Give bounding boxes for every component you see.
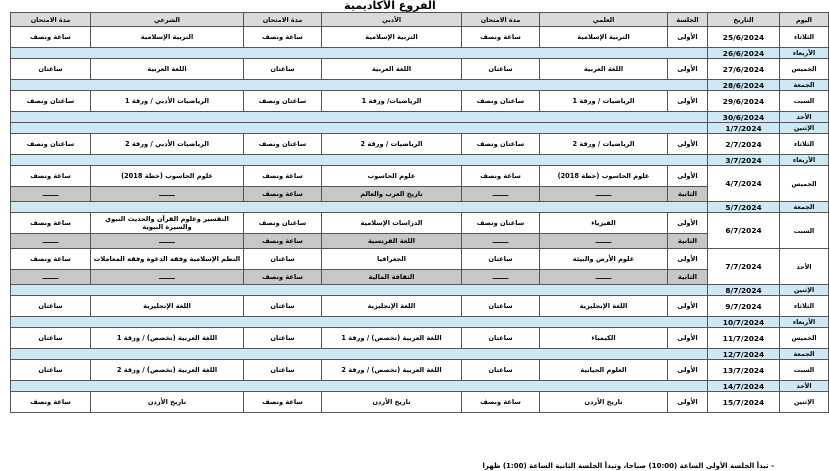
column-header: التاريخ [708,13,780,27]
sharia-duration: ساعة ونصف [11,249,91,270]
day-cell: السبت [780,213,829,249]
session-cell: الثانية [668,270,708,285]
day-cell: السبت [780,360,829,381]
date-cell: 25/6/2024 [708,27,780,48]
table-body [11,27,829,413]
literary-subject: الثقافة المالية [322,270,462,285]
footnote: - تبدأ الجلسة الأولى الساعة (10:00) صباحا، وتبدأ الجلسة الثانية الساعة (1:00) ظهرا [482,462,774,470]
date-cell: 10/7/2024 [708,317,780,328]
session-cell: الأولى [668,328,708,349]
literary-duration: ساعة ونصف [244,234,322,249]
literary-duration: ساعة ونصف [244,270,322,285]
sharia-subject: اللغة العربية (تخصص) / ورقة 2 [91,360,244,381]
date-cell: 6/7/2024 [708,213,780,249]
literary-subject: الدراسات الإسلامية [322,213,462,234]
day-cell: الخميس [780,59,829,80]
date-cell: 13/7/2024 [708,360,780,381]
exam-row-session-2 [11,234,829,249]
literary-duration: ساعة ونصف [244,27,322,48]
literary-duration: ساعة ونصف [244,392,322,413]
rest-day-blank [11,285,708,296]
session-cell: الأولى [668,249,708,270]
sharia-subject: النظم الإسلامية وفقه الدعوة وفقه المعاملات [91,249,244,270]
scientific-subject: علوم الحاسوب (خطة 2018) [540,166,668,187]
scientific-duration: ـــــــ [462,234,540,249]
scientific-subject: الكيمياء [540,328,668,349]
rest-day-row [11,381,829,392]
scientific-subject: الفيزياء [540,213,668,234]
scientific-subject: تاريخ الأردن [540,392,668,413]
scientific-duration: ساعة ونصف [462,27,540,48]
day-cell: السبت [780,91,829,112]
sharia-duration: ساعتان [11,328,91,349]
rest-day-blank [11,349,708,360]
scientific-subject: اللغة العربية [540,59,668,80]
literary-duration: ساعتان ونصف [244,134,322,155]
session-cell: الأولى [668,91,708,112]
rest-day-blank [11,112,708,123]
rest-day-row [11,112,829,123]
literary-subject: اللغة الإنجليزية [322,296,462,317]
scientific-duration: ساعتان ونصف [462,213,540,234]
sharia-duration: ـــــــ [11,187,91,202]
scientific-duration: ساعتان ونصف [462,134,540,155]
exam-row [11,392,829,413]
date-cell: 9/7/2024 [708,296,780,317]
session-cell: الأولى [668,360,708,381]
date-cell: 2/7/2024 [708,134,780,155]
scientific-subject: الرياضيات / ورقة 2 [540,134,668,155]
date-cell: 5/7/2024 [708,202,780,213]
day-cell: الجمعة [780,80,829,91]
column-header: العلمي [540,13,668,27]
session-cell: الأولى [668,134,708,155]
rest-day-blank [11,202,708,213]
sharia-duration: ساعتان [11,59,91,80]
date-cell: 26/6/2024 [708,48,780,59]
date-cell: 28/6/2024 [708,80,780,91]
literary-subject: اللغة العربية (تخصص) / ورقة 1 [322,328,462,349]
rest-day-row [11,123,829,134]
day-cell: الثلاثاء [780,27,829,48]
session-cell: الأولى [668,27,708,48]
rest-day-blank [11,123,708,134]
day-cell: الأربعاء [780,48,829,59]
sharia-duration: ساعتان ونصف [11,134,91,155]
literary-subject: الرياضيات/ ورقة 1 [322,91,462,112]
day-cell: الإثنين [780,392,829,413]
sharia-duration: ـــــــ [11,234,91,249]
column-header: مدة الامتحان [11,13,91,27]
sharia-duration: ساعة ونصف [11,392,91,413]
exam-schedule-table [10,12,829,413]
scientific-duration: ساعتان [462,249,540,270]
sharia-duration: ساعتان [11,296,91,317]
sharia-subject: التربية الإسلامية [91,27,244,48]
sharia-duration: ساعة ونصف [11,27,91,48]
rest-day-row [11,155,829,166]
literary-duration: ساعة ونصف [244,166,322,187]
day-cell: الخميس [780,328,829,349]
literary-duration: ساعتان [244,296,322,317]
day-cell: الثلاثاء [780,134,829,155]
literary-subject: علوم الحاسوب [322,166,462,187]
sharia-duration: ساعة ونصف [11,166,91,187]
scientific-subject: علوم الأرض والبيئة [540,249,668,270]
exam-row [11,27,829,48]
scientific-duration: ـــــــ [462,270,540,285]
sharia-duration: ـــــــ [11,270,91,285]
rest-day-row [11,80,829,91]
date-cell: 30/6/2024 [708,112,780,123]
literary-subject: اللغة العربية [322,59,462,80]
day-cell: الإثنين [780,285,829,296]
scientific-subject: ـــــــ [540,187,668,202]
date-cell: 7/7/2024 [708,249,780,285]
exam-row [11,360,829,381]
literary-duration: ساعتان ونصف [244,91,322,112]
exam-row-session-2 [11,270,829,285]
session-cell: الثانية [668,187,708,202]
scientific-duration: ساعة ونصف [462,392,540,413]
literary-subject: التربية الإسلامية [322,27,462,48]
exam-row [11,296,829,317]
column-header: الأدبي [322,13,462,27]
exam-row-session-1 [11,249,829,270]
sharia-subject: ـــــــ [91,187,244,202]
scientific-subject: ـــــــ [540,234,668,249]
scientific-duration: ساعتان [462,360,540,381]
date-cell: 3/7/2024 [708,155,780,166]
day-cell: الثلاثاء [780,296,829,317]
scientific-duration: ساعتان [462,328,540,349]
day-cell: الأربعاء [780,317,829,328]
exam-row [11,91,829,112]
rest-day-blank [11,155,708,166]
literary-subject: الجغرافيا [322,249,462,270]
date-cell: 1/7/2024 [708,123,780,134]
session-cell: الأولى [668,166,708,187]
literary-subject: اللغة الفرنسية [322,234,462,249]
scientific-subject: اللغة الإنجليزية [540,296,668,317]
day-cell: الأحد [780,249,829,285]
scientific-duration: ساعتان ونصف [462,91,540,112]
literary-duration: ساعتان [244,249,322,270]
session-cell: الأولى [668,213,708,234]
literary-duration: ساعتان [244,59,322,80]
column-header: مدة الامتحان [462,13,540,27]
sharia-subject: الرياضيات الأدبي / ورقة 2 [91,134,244,155]
scientific-duration: ساعة ونصف [462,166,540,187]
day-cell: الجمعة [780,202,829,213]
scientific-subject: التربية الإسلامية [540,27,668,48]
scientific-duration: ـــــــ [462,187,540,202]
literary-subject: تاريخ العرب والعالم [322,187,462,202]
page-title: الفروع الأكاديمية [344,0,436,12]
column-header: اليوم [780,13,829,27]
rest-day-blank [11,48,708,59]
day-cell: الإثنين [780,123,829,134]
date-cell: 11/7/2024 [708,328,780,349]
scientific-duration: ساعتان [462,59,540,80]
sharia-subject: اللغة الإنجليزية [91,296,244,317]
literary-subject: تاريخ الأردن [322,392,462,413]
date-cell: 8/7/2024 [708,285,780,296]
sharia-subject: التفسير وعلوم القرآن والحديث النبوي والسيرة النبوية [91,213,244,234]
session-cell: الأولى [668,59,708,80]
sharia-subject: علوم الحاسوب (خطة 2018) [91,166,244,187]
rest-day-row [11,317,829,328]
session-cell: الأولى [668,392,708,413]
day-cell: الأحد [780,112,829,123]
exam-row-session-1 [11,166,829,187]
rest-day-row [11,202,829,213]
session-cell: الأولى [668,296,708,317]
sharia-duration: ساعة ونصف [11,213,91,234]
sharia-subject: اللغة العربية (تخصص) / ورقة 1 [91,328,244,349]
literary-subject: الرياضيات / ورقة 2 [322,134,462,155]
exam-row-session-2 [11,187,829,202]
session-cell: الثانية [668,234,708,249]
sharia-subject: تاريخ الأردن [91,392,244,413]
scientific-subject: العلوم الحياتية [540,360,668,381]
day-cell: الأربعاء [780,155,829,166]
rest-day-row [11,48,829,59]
date-cell: 14/7/2024 [708,381,780,392]
literary-duration: ساعتان ونصف [244,213,322,234]
literary-subject: اللغة العربية (تخصص) / ورقة 2 [322,360,462,381]
date-cell: 29/6/2024 [708,91,780,112]
day-cell: الخميس [780,166,829,202]
exam-row [11,134,829,155]
literary-duration: ساعتان [244,328,322,349]
date-cell: 27/6/2024 [708,59,780,80]
day-cell: الأحد [780,381,829,392]
sharia-subject: الرياضيات الأدبي / ورقة 1 [91,91,244,112]
sharia-subject: ـــــــ [91,270,244,285]
rest-day-row [11,285,829,296]
sharia-subject: ـــــــ [91,234,244,249]
date-cell: 4/7/2024 [708,166,780,202]
day-cell: الجمعة [780,349,829,360]
rest-day-blank [11,381,708,392]
date-cell: 15/7/2024 [708,392,780,413]
rest-day-blank [11,80,708,91]
literary-duration: ساعتان [244,360,322,381]
literary-duration: ساعة ونصف [244,187,322,202]
exam-row [11,59,829,80]
column-header: مدة الامتحان [244,13,322,27]
exam-row [11,328,829,349]
column-header: الجلسة [668,13,708,27]
sharia-subject: اللغة العربية [91,59,244,80]
column-header: الشرعي [91,13,244,27]
scientific-duration: ساعتان [462,296,540,317]
sharia-duration: ساعتان ونصف [11,91,91,112]
sharia-duration: ساعتان [11,360,91,381]
exam-row-session-1 [11,213,829,234]
date-cell: 12/7/2024 [708,349,780,360]
scientific-subject: ـــــــ [540,270,668,285]
header-row [11,13,829,27]
scientific-subject: الرياضيات / ورقة 1 [540,91,668,112]
rest-day-row [11,349,829,360]
rest-day-blank [11,317,708,328]
